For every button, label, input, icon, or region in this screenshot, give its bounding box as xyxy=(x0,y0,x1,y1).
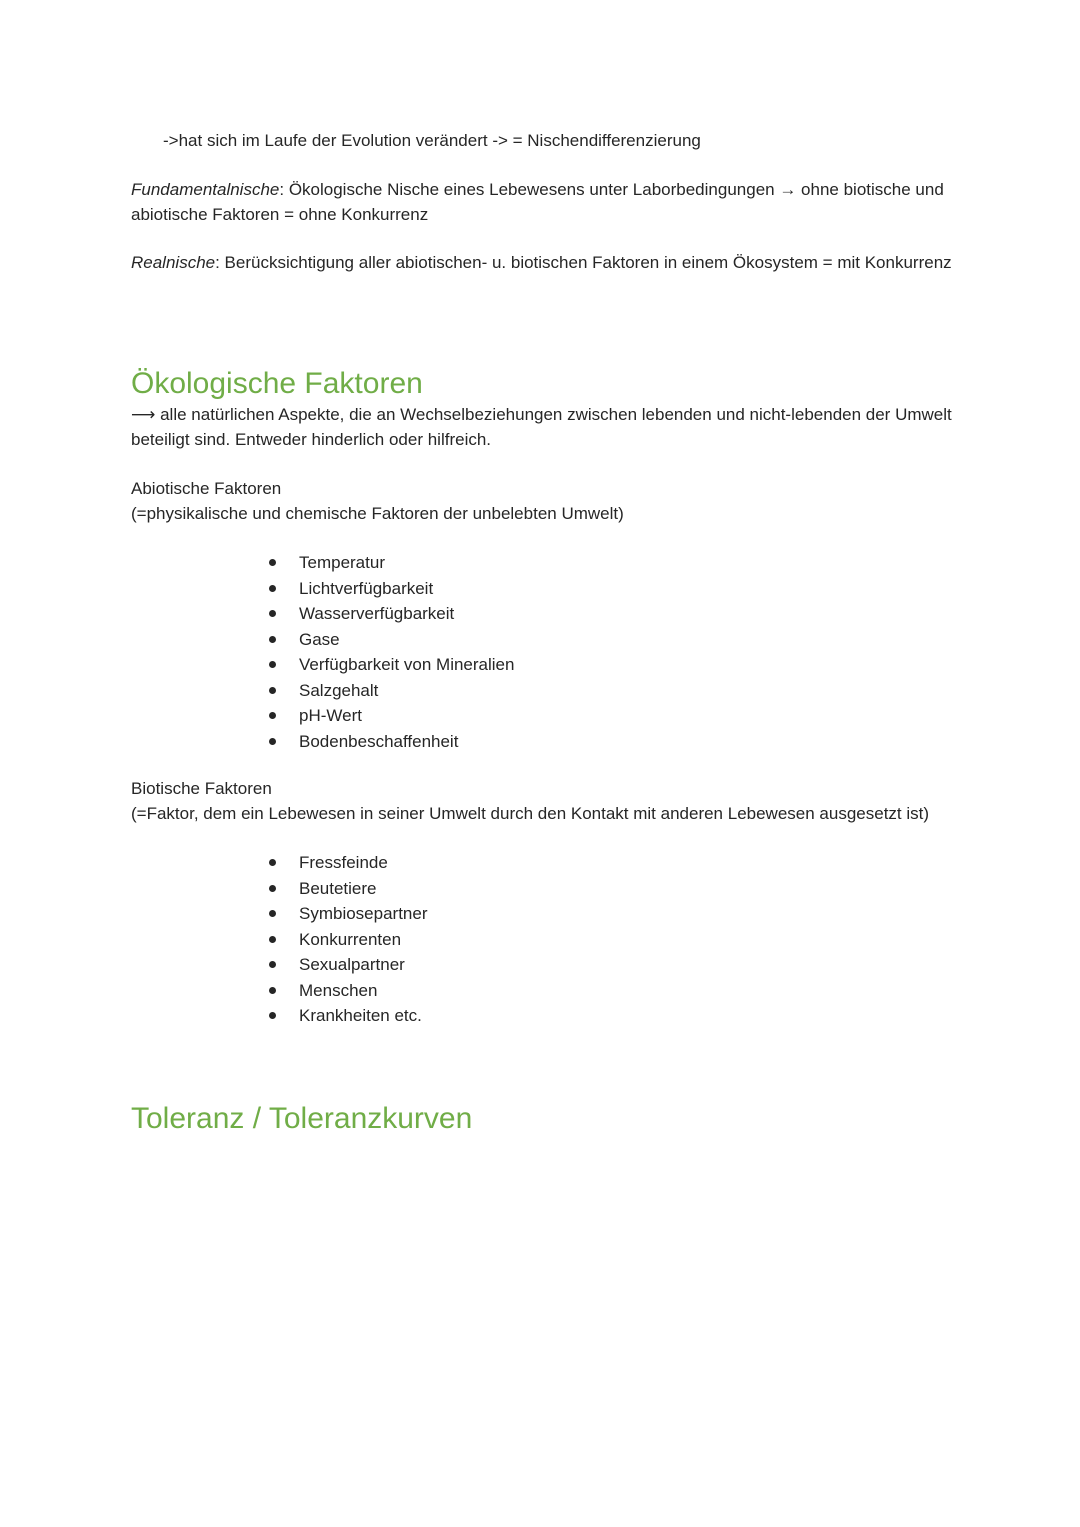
list-item-text: Bodenbeschaffenheit xyxy=(299,731,459,751)
fundamental-niche-text: : Ökologische Nische eines Lebewesens unter Laborbedingungen → ohne biotische und abiotische Faktoren = ohne Konkurrenz xyxy=(131,180,944,224)
list-item-text: Gase xyxy=(299,629,340,649)
heading-oekologische-faktoren: Ökologische Faktoren xyxy=(131,367,423,400)
section1-description: ⟶ alle natürlichen Aspekte, die an Wechselbeziehungen zwischen lebenden und nicht-lebenden der Umwelt beteiligt sind. Entweder hinderlich oder hilfreich. xyxy=(131,405,952,449)
bullet-icon xyxy=(269,661,276,668)
list-item xyxy=(269,550,961,576)
list-item xyxy=(269,601,961,627)
list-item xyxy=(269,952,961,978)
biotic-definition: (=Faktor, dem ein Lebewesen in seiner Umwelt durch den Kontakt mit anderen Lebewesen ausgesetzt ist) xyxy=(131,804,930,823)
bullet-icon xyxy=(269,1012,276,1019)
bullet-icon xyxy=(269,636,276,643)
list-item-text: Krankheiten etc. xyxy=(299,1006,422,1025)
list-item xyxy=(269,678,961,704)
list-item-text: pH-Wert xyxy=(299,706,362,725)
bullet-icon xyxy=(269,712,276,719)
bullet-icon xyxy=(269,585,276,592)
bullet-icon xyxy=(269,987,276,994)
list-item xyxy=(269,729,961,755)
abiotic-definition: (=physikalische und chemische Faktoren der unbelebten Umwelt) xyxy=(131,504,624,523)
heading-toleranzkurven: Toleranz / Toleranzkurven xyxy=(131,1101,473,1135)
bullet-icon xyxy=(269,910,276,917)
bullet-icon xyxy=(269,687,276,694)
bullet-icon xyxy=(269,961,276,968)
list-item xyxy=(269,576,961,602)
list-item xyxy=(269,652,961,678)
fundamental-niche-term: Fundamentalnische xyxy=(131,180,280,199)
list-item-text: Salzgehalt xyxy=(299,680,379,700)
abiotic-list xyxy=(131,550,961,754)
list-item-text: Lichtverfügbarkeit xyxy=(299,578,434,598)
list-item xyxy=(269,901,961,927)
bullet-icon xyxy=(269,559,276,566)
bullet-icon xyxy=(269,859,276,866)
list-item-text: Verfügbarkeit von Mineralien xyxy=(299,655,515,674)
list-item-text: Wasserverfügbarkeit xyxy=(299,604,455,623)
list-item xyxy=(269,1003,961,1029)
bullet-icon xyxy=(269,885,276,892)
list-item xyxy=(269,703,961,729)
list-item xyxy=(269,876,961,902)
biotic-title: Biotische Faktoren xyxy=(131,779,272,798)
list-item xyxy=(269,627,961,653)
document-page xyxy=(131,128,961,1137)
fundamental-niche-paragraph xyxy=(131,177,961,227)
list-item-text: Temperatur xyxy=(299,553,385,572)
real-niche-term: Realnische xyxy=(131,253,216,272)
real-niche-text: : Berücksichtigung aller abiotischen- u. biotischen Faktoren in einem Ökosystem = mit Konkurrenz xyxy=(215,253,952,272)
list-item xyxy=(269,850,961,876)
real-niche-paragraph xyxy=(131,250,961,275)
list-item-text: Menschen xyxy=(299,980,378,1000)
abiotic-title: Abiotische Faktoren xyxy=(131,479,282,498)
intro-line: ->hat sich im Laufe der Evolution verändert -> = Nischendifferenzierung xyxy=(163,131,701,150)
list-item-text: Fressfeinde xyxy=(299,853,388,872)
list-item-text: Symbiosepartner xyxy=(299,904,428,923)
bullet-icon xyxy=(269,610,276,617)
list-item xyxy=(269,927,961,953)
biotic-list xyxy=(131,850,961,1029)
list-item xyxy=(269,978,961,1004)
list-item-text: Sexualpartner xyxy=(299,955,405,974)
list-item-text: Konkurrenten xyxy=(299,929,402,949)
bullet-icon xyxy=(269,738,276,745)
bullet-icon xyxy=(269,936,276,943)
list-item-text: Beutetiere xyxy=(299,878,377,898)
